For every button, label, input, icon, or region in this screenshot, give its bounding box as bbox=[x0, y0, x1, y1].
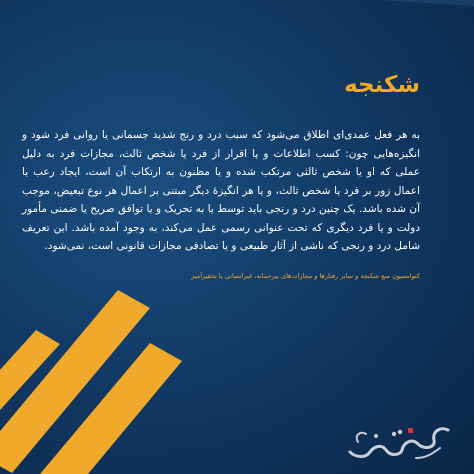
site-logo-icon bbox=[336, 420, 456, 464]
source-footnote: کنوانسیون منع شکنجه و سایر رفتارها و مجازات‌های بیرحمانه، غیرانسانی یا تحقیرآمیز bbox=[191, 272, 420, 280]
stripe-top-right-edge bbox=[380, 0, 474, 6]
stripe-bottom bbox=[0, 290, 150, 473]
stripe-middle bbox=[40, 343, 182, 474]
page-title: شکنجه bbox=[344, 72, 420, 98]
definition-text: به هر فعل عمدی‌ای اطلاق می‌شود که سبب درد و رنج شدید جسمانی یا روانی فرد شود و انگیزه‌هایی چون: کسب اطلاعات و یا اقرار از فرد یا شخص ثالث، مجازات فرد به دلیل عملی که او یا شخص ثالثی مرتکب شده و یا مظنون به ارتکاب آن است، ایجاد رعب یا اعمال زور بر فرد یا شخص ثالث، و یا هر انگیزهٔ دیگر مبتنی بر اعمال هر نوع تبعیض، موجب آن شده باشد. یک چنین درد و رنجی باید توسط یا به تحریک و یا توافق صریح یا ضمنی مأمور دولت و یا فرد دیگری که تحت عنوانی رسمی عمل می‌کند، به وجود آمده باشد. این تعریف شامل درد و رنجی که ناشی از آثار طبیعی و یا تصادفی مجازات قانونی است، نمی‌شود. bbox=[22, 129, 420, 252]
stripe-left bbox=[0, 330, 60, 432]
